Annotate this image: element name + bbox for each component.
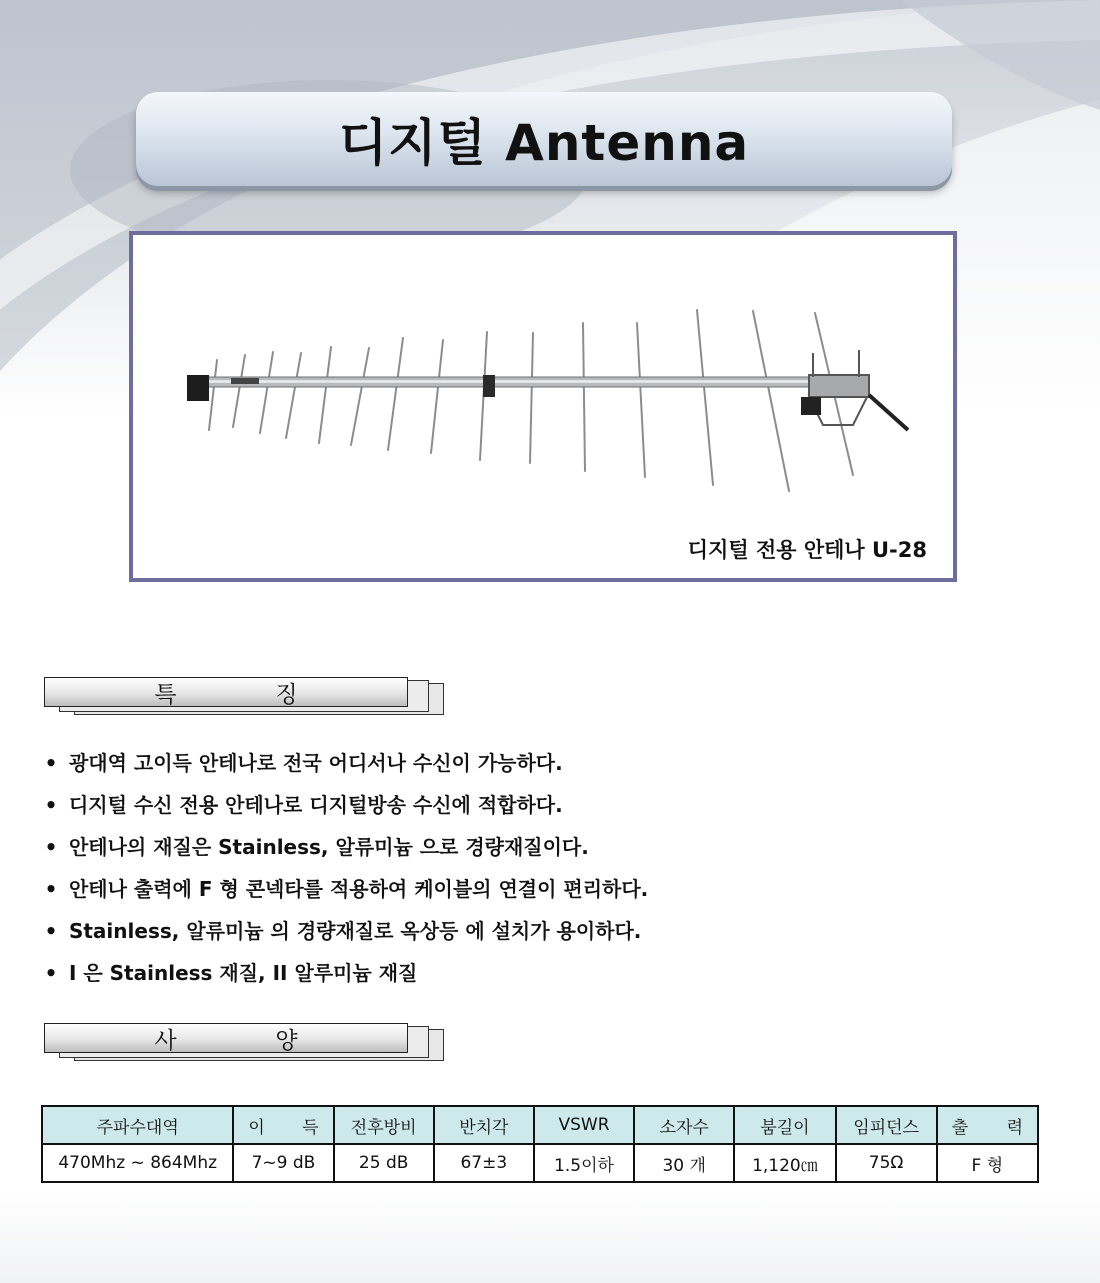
- bullet-icon: •: [44, 961, 58, 985]
- bullet-icon: •: [44, 919, 58, 943]
- list-item: [40, 742, 648, 784]
- features-tab-label-1: 특: [154, 681, 177, 708]
- header-elements: 소자수: [634, 1106, 734, 1144]
- header-beamwidth: 반치각: [434, 1106, 534, 1144]
- tab-layer-front: [44, 1023, 408, 1053]
- list-item: [40, 868, 648, 910]
- spec-tab: [44, 1023, 444, 1061]
- header-gain-part-1: 이: [248, 1117, 265, 1138]
- cell-front-back-ratio: 25 dB: [334, 1144, 434, 1182]
- header-gain-part-2: 득: [302, 1117, 319, 1138]
- features-tab: [44, 677, 444, 715]
- header-output: [937, 1106, 1038, 1144]
- cell-impedance: 75Ω: [836, 1144, 937, 1182]
- header-boom-length: 붐길이: [734, 1106, 835, 1144]
- cell-beamwidth: 67±3: [434, 1144, 534, 1182]
- feature-text: Stainless, 알류미늄 의 경량재질로 옥상등 에 설치가 용이하다.: [68, 919, 642, 943]
- feature-text: 안테나의 재질은 Stainless, 알류미늄 으로 경량재질이다.: [68, 835, 589, 859]
- header-output-part-1: 출: [951, 1117, 969, 1138]
- cell-elements: 30 개: [634, 1144, 734, 1182]
- list-item: [40, 784, 648, 826]
- list-item: [40, 952, 648, 994]
- header-vswr: VSWR: [534, 1106, 634, 1144]
- yagi-antenna-photo-icon: [133, 235, 953, 578]
- product-photo-frame: [129, 231, 957, 582]
- cell-vswr: 1.5이하: [534, 1144, 634, 1182]
- header-frequency-band: 주파수대역: [42, 1106, 233, 1144]
- list-item: [40, 826, 648, 868]
- spec-table: [41, 1105, 1039, 1183]
- features-list: [40, 742, 648, 994]
- table-row: [42, 1144, 1038, 1182]
- header-impedance: 임피던스: [836, 1106, 937, 1144]
- tab-layer-front: [44, 677, 408, 707]
- cell-boom-length: 1,120㎝: [734, 1144, 835, 1182]
- features-tab-label-2: 징: [275, 681, 298, 708]
- spec-tab-label-1: 사: [154, 1027, 177, 1054]
- feature-text: 디지털 수신 전용 안테나로 디지털방송 수신에 적합하다.: [68, 793, 563, 817]
- page-title: 디지털 Antenna: [338, 114, 750, 172]
- bullet-icon: •: [44, 793, 58, 817]
- spec-tab-label-2: 양: [275, 1027, 298, 1054]
- background-bottom: [0, 1190, 1100, 1283]
- mount-bracket: [801, 350, 908, 430]
- header-output-part-2: 력: [1006, 1117, 1023, 1138]
- feature-text: 광대역 고이득 안테나로 전국 어디서나 수신이 가능하다.: [68, 751, 563, 775]
- product-caption: 디지털 전용 안테나 U-28: [687, 538, 927, 562]
- list-item: [40, 910, 648, 952]
- title-banner: [136, 92, 952, 186]
- feature-text: I 은 Stainless 재질, II 알루미늄 재질: [68, 961, 418, 985]
- cell-gain: 7~9 dB: [233, 1144, 333, 1182]
- cell-output: F 형: [937, 1144, 1038, 1182]
- feature-text: 안테나 출력에 F 형 콘넥타를 적용하여 케이블의 연결이 편리하다.: [68, 877, 649, 901]
- bullet-icon: •: [44, 751, 58, 775]
- bullet-icon: •: [44, 835, 58, 859]
- bullet-icon: •: [44, 877, 58, 901]
- cell-frequency-band: 470Mhz ~ 864Mhz: [42, 1144, 233, 1182]
- header-gain: [233, 1106, 333, 1144]
- table-header-row: [42, 1106, 1038, 1144]
- header-front-back-ratio: 전후방비: [334, 1106, 434, 1144]
